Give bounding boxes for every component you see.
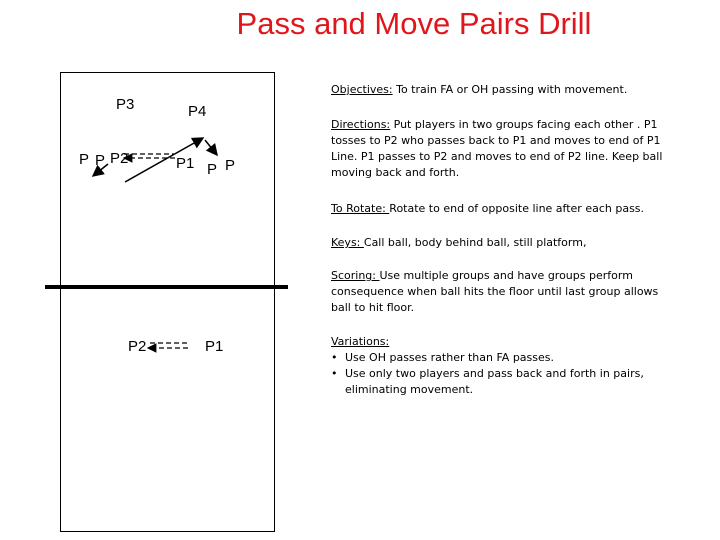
variation-item: • Use only two players and pass back and forth in pairs, eliminating movement. [331, 366, 681, 398]
label-p3: P3 [116, 96, 135, 113]
variation-item: • Use OH passes rather than FA passes. [331, 350, 681, 366]
pass-arrows [0, 0, 300, 540]
label-p-left-1: P [79, 151, 90, 168]
variations-section [331, 334, 681, 398]
rotate-heading: To Rotate: [331, 202, 390, 215]
variations-heading: Variations: [331, 335, 390, 348]
rotate-section [331, 201, 681, 217]
directions-text: Put players in two groups facing each other . P1 tosses to P2 who passes back to P1 and moves to end of P1 Line. P1 passes to P2 and moves to end of P2 line. Keep ball moving back and forth. [331, 118, 663, 179]
arrow-p4-to-p1 [205, 140, 217, 155]
directions-heading: Directions: [331, 118, 391, 131]
keys-text: Call ball, body behind ball, still platform, [363, 236, 587, 249]
label-p-right-1: P [207, 161, 218, 178]
scoring-heading: Scoring: [331, 269, 380, 282]
label-p4: P4 [188, 103, 207, 120]
label-p1-bottom: P1 [205, 338, 224, 355]
label-p2-bottom: P2 [128, 338, 147, 355]
variations-list [331, 350, 681, 398]
scoring-section [331, 268, 681, 316]
label-p-left-2: P [95, 152, 106, 169]
label-p-right-2: P [225, 157, 236, 174]
scoring-text: Use multiple groups and have groups perform consequence when ball hits the floor until last group allows ball to hit floor. [331, 269, 659, 314]
objectives-heading: Objectives: [331, 83, 393, 96]
keys-heading: Keys: [331, 236, 364, 249]
drill-title: Pass and Move Pairs Drill [236, 6, 592, 41]
label-p2: P2 [110, 150, 129, 167]
objectives-section [331, 82, 681, 98]
rotate-text: Rotate to end of opposite line after each pass. [389, 202, 645, 215]
label-p1: P1 [176, 155, 195, 172]
keys-section [331, 235, 681, 251]
objectives-text: To train FA or OH passing with movement. [392, 83, 628, 96]
directions-section [331, 117, 681, 181]
